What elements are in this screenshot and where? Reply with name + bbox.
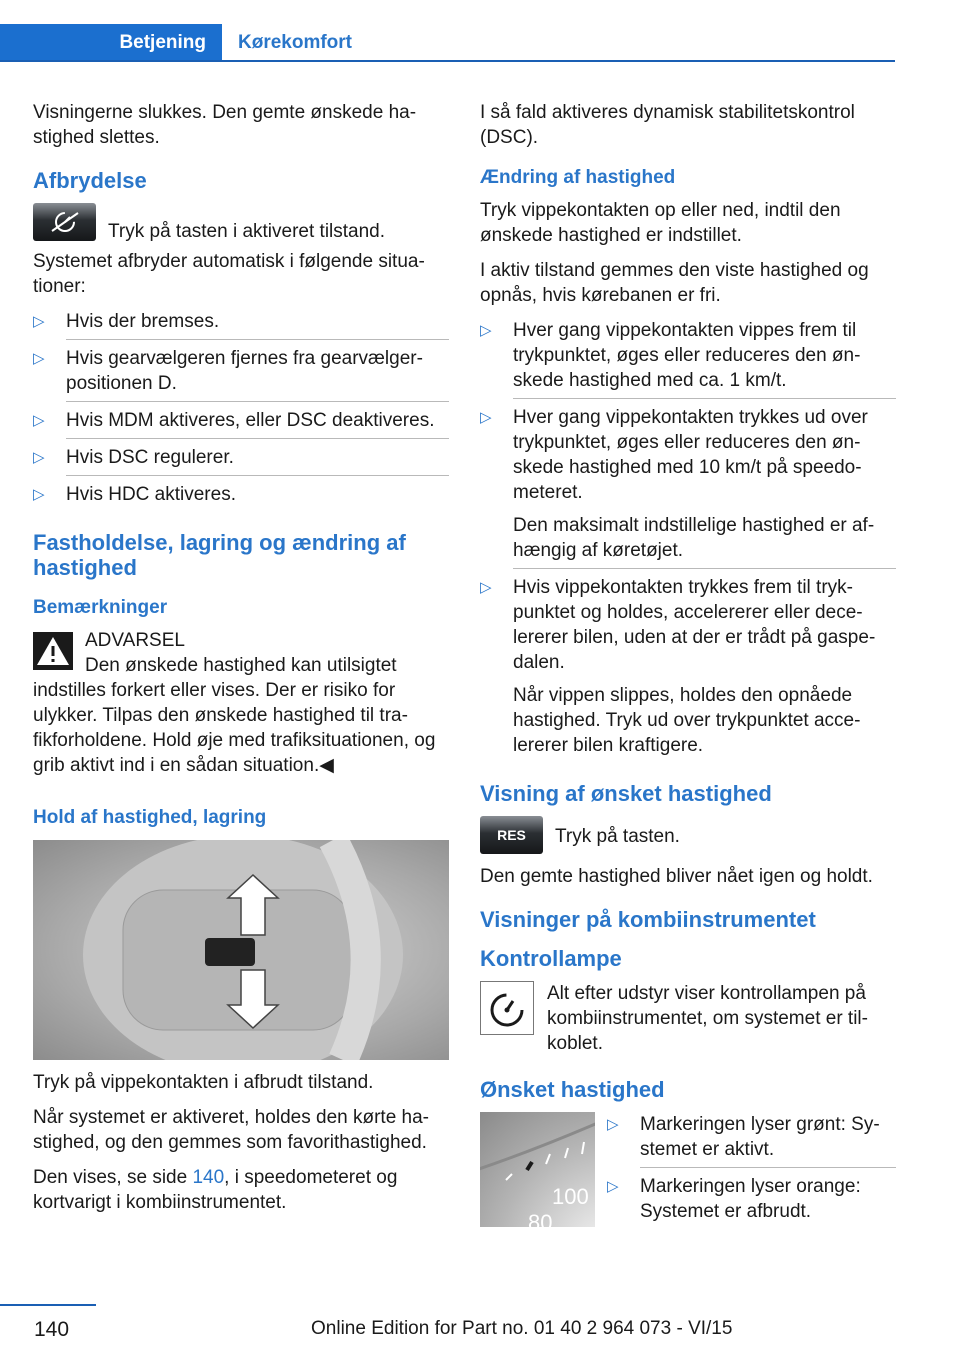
warning-icon [33, 632, 73, 670]
triangle-bullet-icon: ▷ [480, 322, 492, 339]
paragraph: I så fald aktiveres dynamisk stabilitetskontrol (DSC). [480, 102, 855, 148]
res-row [480, 816, 896, 864]
list-subtext: Når vippen slippes, holdes den opnåede hastighed. Tryk ud over trykpunktet accelererer bilen kraftigere. [513, 685, 861, 756]
heading-fastholdelse: Fastholdelse, lagring og ændring af hastighed [33, 530, 406, 580]
res-button-icon: RES [480, 816, 543, 854]
triangle-bullet-icon: ▷ [607, 1116, 619, 1133]
paragraph: Tryk på vippekontakten i afbrudt tilstand. [33, 1072, 374, 1093]
gauge-label-80: 80 [528, 1210, 553, 1227]
paragraph: Tryk vippekontakten op eller ned, indtil den ønskede hastighed er indstillet. [480, 200, 841, 246]
right-column [480, 100, 896, 1230]
heading-visninger: Visninger på kombiinstrumentet [480, 907, 816, 932]
speedometer-gauge-image [480, 1112, 595, 1227]
triangle-bullet-icon: ▷ [607, 1178, 619, 1195]
cruise-control-lamp-icon [480, 981, 534, 1035]
heading-bemaerkninger: Bemærkninger [33, 597, 168, 618]
page-link[interactable]: 140 [192, 1167, 225, 1188]
gauge-label-100: 100 [552, 1184, 589, 1209]
heading-kontrollampe: Kontrollampe [480, 946, 622, 971]
triangle-bullet-icon: ▷ [33, 313, 45, 330]
list-item: ▷ Hvis MDM aktiveres, eller DSC deaktiveres. [33, 408, 449, 439]
paragraph: Når systemet er aktiveret, holdes den kørte hastighed, og den gemmes som favorithastighed. [33, 1107, 429, 1153]
header-tabbar [0, 24, 895, 62]
paragraph: I aktiv tilstand gemmes den viste hastighed og opnås, hvis kørebanen er fri. [480, 260, 869, 306]
left-column [33, 100, 449, 1225]
triangle-bullet-icon: ▷ [33, 350, 45, 367]
paragraph: Systemet afbryder automatisk i følgende situationer: [33, 251, 425, 297]
tab-betjening[interactable]: Betjening [0, 24, 222, 62]
header-divider [0, 60, 895, 62]
list-item: ▷ Hvis der bremses. [33, 309, 449, 340]
paragraph-with-link: Den vises, se side 140, i speedometeret og kortvarigt i kombiinstrumentet. [33, 1167, 398, 1213]
paragraph: Den gemte hastighed bliver nået igen og holdt. [480, 866, 873, 887]
edition-note: Online Edition for Part no. 01 40 2 964 073 - VI/15 [311, 1318, 733, 1339]
warning-text: Den ønskede hastighed kan utilsigtet indstilles forkert eller vises. Der er risiko for ulykker. Tilpas den ønskede hastighed til trafikforholdene. Hold øje med trafiksituationen, og grib aktivt ind i en sådan situation.◀ [33, 655, 436, 776]
heading-onsket: Ønsket hastighed [480, 1077, 665, 1102]
footer-divider [0, 1304, 96, 1306]
triangle-bullet-icon: ▷ [480, 409, 492, 426]
afbrydelse-row [33, 203, 449, 249]
heading-aendring: Ændring af hastighed [480, 167, 676, 188]
paragraph: Visningerne slukkes. Den gemte ønskede hastighed slettes. [33, 102, 417, 148]
list-item: ▷ Hvis DSC regulerer. [33, 445, 449, 476]
triangle-bullet-icon: ▷ [33, 449, 45, 466]
heading-hold: Hold af hastighed, lagring [33, 807, 267, 828]
list-subtext: Den maksimalt indstillelige hastighed er afhængig af køretøjet. [513, 515, 875, 561]
kontrollampe-row [480, 981, 896, 1059]
list-item: ▷ Hver gang vippekontakten trykkes ud over trykpunktet, øges eller reduceres den ønskede hastighed med 10 km/t på speedometeret. Den maksimalt indstillelige hastighed er afhængig af køretøjet. [480, 405, 896, 569]
change-speed-list [480, 318, 896, 763]
kontrollampe-text: Alt efter udstyr viser kontrollampen på kombiinstrumentet, om systemet er tilkoblet. [547, 983, 868, 1054]
steering-wheel-rocker-photo [33, 840, 449, 1060]
list-item: ▷ Markeringen lyser orange: Systemet er afbrudt. [607, 1176, 861, 1222]
onsket-row [480, 1112, 896, 1230]
afbrydelse-text: Tryk på tasten i aktiveret tilstand. [108, 221, 386, 242]
warning-label: ADVARSEL [85, 630, 185, 651]
warning-block [33, 628, 449, 778]
heading-afbrydelse: Afbrydelse [33, 168, 147, 193]
list-item: ▷ Markeringen lyser grønt: Systemet er aktivt. [607, 1112, 896, 1168]
page-number: 140 [34, 1318, 70, 1341]
triangle-bullet-icon: ▷ [480, 579, 492, 596]
triangle-bullet-icon: ▷ [33, 412, 45, 429]
triangle-bullet-icon: ▷ [33, 486, 45, 503]
list-item: ▷ Hvis gearvælgeren fjernes fra gearvælgerpositionen D. [33, 346, 449, 402]
list-item: ▷ Hvis HDC aktiveres. [33, 484, 236, 505]
interrupt-list [33, 309, 449, 512]
cruise-cancel-button-icon [33, 203, 96, 241]
heading-visning: Visning af ønsket hastighed [480, 781, 772, 806]
list-item: ▷ Hver gang vippekontakten vippes frem til trykpunktet, øges eller reduceres den ønskede hastighed med ca. 1 km/t. [480, 318, 896, 399]
tab-korekomfort[interactable]: Kørekomfort [238, 32, 353, 53]
res-text: Tryk på tasten. [555, 826, 680, 847]
list-item: ▷ Hvis vippekontakten trykkes frem til trykpunktet og holdes, accelererer eller decelererer bilen, uden at der er trådt på gaspedalen. Når vippen slippes, holdes den opnåede hastighed. Tryk ud over trykpunktet accelererer bilen kraftigere. [480, 575, 896, 763]
